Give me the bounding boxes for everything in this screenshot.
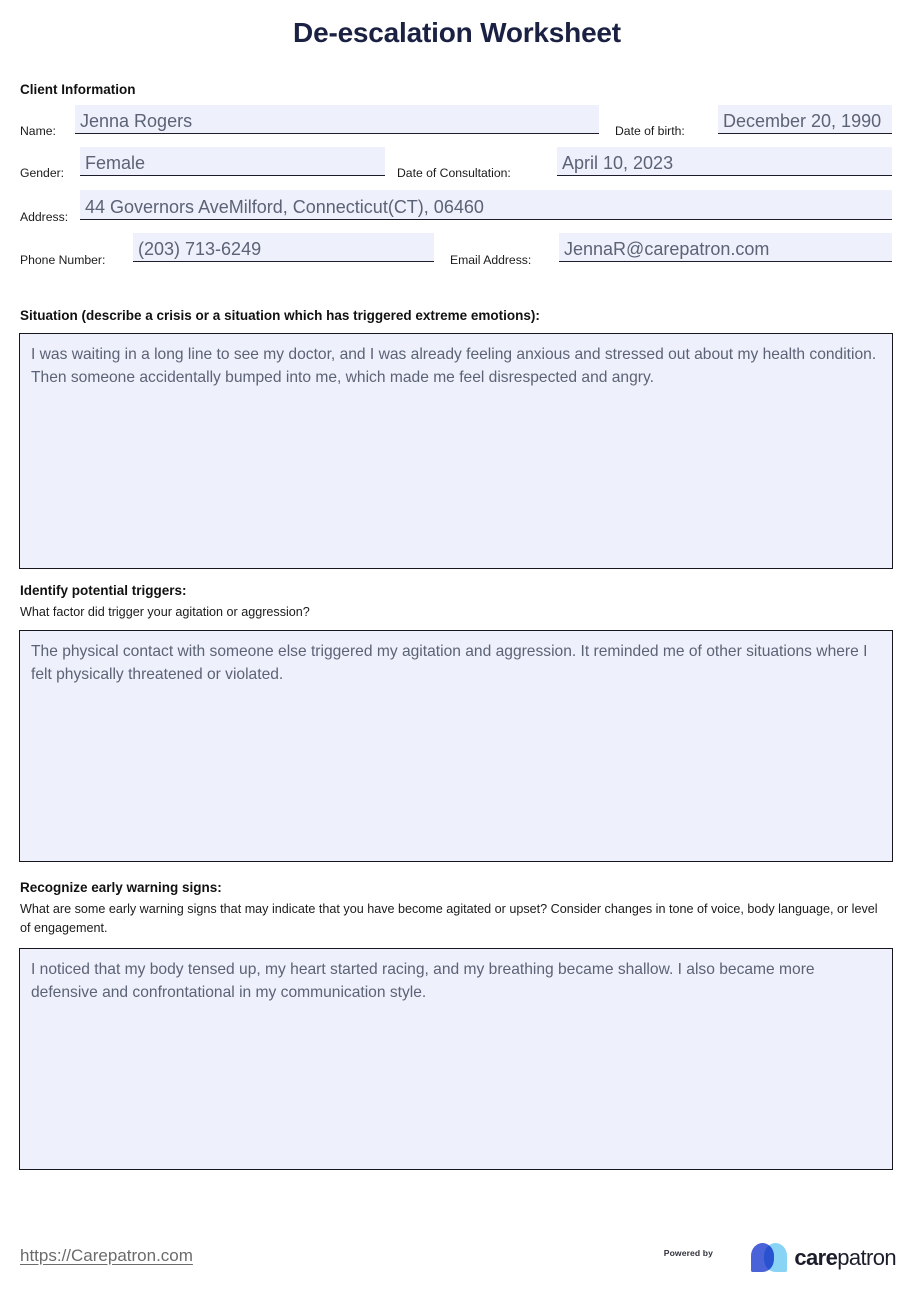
powered-by-label: Powered by	[663, 1248, 713, 1258]
date-of-birth-field[interactable]: December 20, 1990	[718, 105, 892, 134]
triggers-prompt: What factor did trigger your agitation or aggression?	[20, 605, 310, 619]
warning-signs-answer[interactable]: I noticed that my body tensed up, my heart started racing, and my breathing became shallow. I also became more defensive and confrontational in my communication style.	[19, 948, 893, 1170]
footer-url-link[interactable]: https://Carepatron.com	[20, 1246, 193, 1265]
carepatron-wordmark	[794, 1245, 896, 1271]
triggers-heading: Identify potential triggers:	[20, 583, 187, 598]
date-of-consultation-field[interactable]: April 10, 2023	[557, 147, 892, 176]
address-field[interactable]: 44 Governors AveMilford, Connecticut(CT), 06460	[80, 190, 892, 220]
triggers-answer[interactable]: The physical contact with someone else triggered my agitation and aggression. It reminded me of other situations where I felt physically threatened or violated.	[19, 630, 893, 862]
gender-field[interactable]: Female	[80, 147, 385, 176]
name-field[interactable]: Jenna Rogers	[75, 105, 599, 134]
logo-patron-text: patron	[837, 1244, 896, 1270]
email-address-label: Email Address:	[450, 253, 532, 267]
warning-signs-heading: Recognize early warning signs:	[20, 880, 222, 895]
name-label: Name:	[20, 124, 56, 138]
situation-answer[interactable]: I was waiting in a long line to see my doctor, and I was already feeling anxious and stressed out about my health condition. Then someone accidentally bumped into me, which made me feel disrespected and angry.	[19, 333, 893, 569]
carepatron-logo	[751, 1243, 896, 1272]
date-of-birth-label: Date of birth:	[615, 124, 685, 138]
phone-number-label: Phone Number:	[20, 253, 106, 267]
email-address-field[interactable]: JennaR@carepatron.com	[559, 233, 892, 262]
situation-heading: Situation (describe a crisis or a situation which has triggered extreme emotions):	[20, 308, 540, 323]
phone-number-field[interactable]: (203) 713-6249	[133, 233, 434, 262]
address-label: Address:	[20, 210, 69, 224]
logo-care-text: care	[794, 1244, 838, 1270]
date-of-consultation-label: Date of Consultation:	[397, 166, 511, 180]
page-title: De-escalation Worksheet	[293, 17, 621, 48]
warning-signs-prompt: What are some early warning signs that may indicate that you have become agitated or upset? Consider changes in tone of voice, body language, or level of engagement.	[20, 902, 878, 935]
carepatron-logo-icon	[751, 1243, 787, 1272]
client-information-heading: Client Information	[20, 82, 136, 97]
gender-label: Gender:	[20, 166, 65, 180]
